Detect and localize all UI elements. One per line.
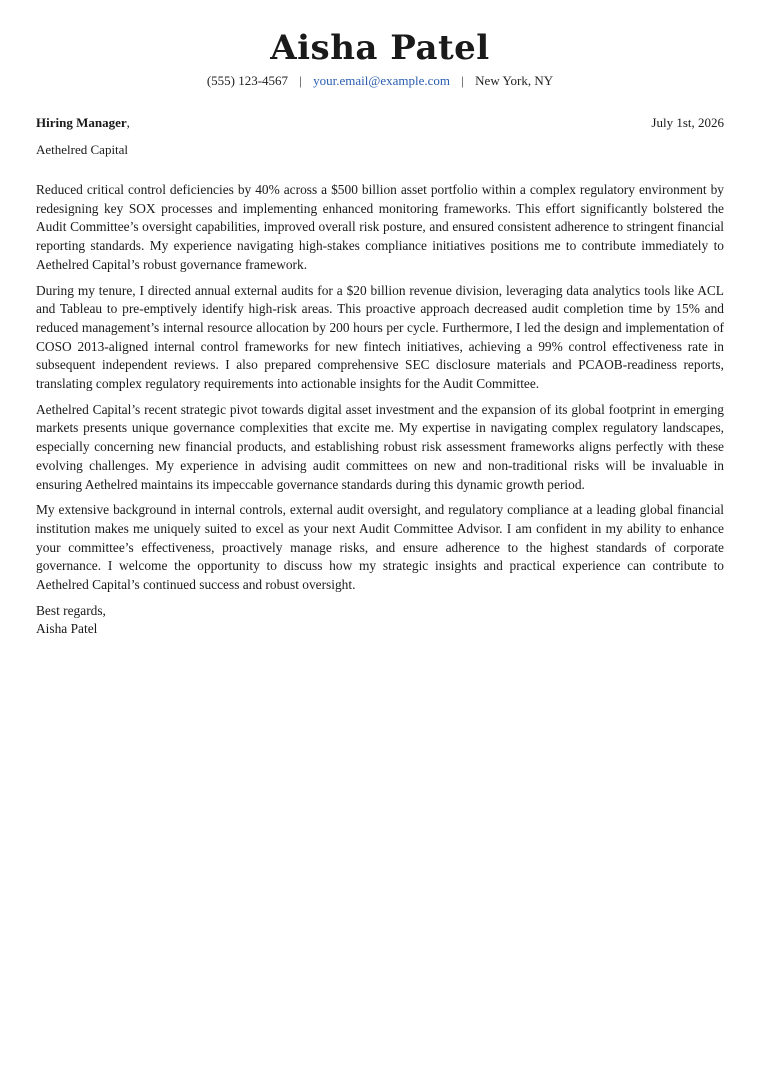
body-paragraph: My extensive background in internal controls, external audit oversight, and regulatory compliance at a leading global financial institution makes me uniquely suited to excel as your next Audit Committee Advisor. I am confident in my ability to enhance your committee’s effectiveness, proactively manage risks, and ensure adherence to the highest standards of corporate governance. I welcome the opportunity to discuss how my strategic insights and practical experience can contribute to Aethelred Capital’s continued success and robust oversight. [36,502,724,593]
body-paragraph: Aethelred Capital’s recent strategic pivot towards digital asset investment and the expansion of its global footprint in emerging markets presents unique governance complexities that excite me. My expertise in navigating complex regulatory landscapes, especially concerning new financial products, and establishing robust risk assessment frameworks aligns perfectly with these evolving challenges. My experience in advising audit committees on new and non-traditional risks will be invaluable in ensuring Aethelred maintains its impeccable governance standards during this dynamic growth period. [36,401,724,492]
recipient-title: Hiring Manager [36,115,127,130]
phone-number: (555) 123-4567 [206,73,289,88]
body-paragraph: During my tenure, I directed annual external audits for a $20 billion revenue division, leveraging data analytics tools like ACL and Tableau to pre-emptively identify high-risk areas. This proactive approach decreased audit completion time by 15% and reduced management’s internal resource allocation by 200 hours per cycle. Furthermore, I led the design and implementation of COSO 2013-aligned internal control frameworks for new fintech initiatives, achieving a 99% control effectiveness rate in subsequent independent reviews. I also prepared comprehensive SEC disclosure materials and PCAOB-readiness reports, translating complex regulatory requirements into actionable insights for the Audit Committee. [36,282,724,392]
applicant-name: Aisha Patel [270,28,490,68]
recipient-company: Aethelred Capital [36,142,129,157]
recipient-greeting [36,114,130,132]
location: New York, NY [475,73,554,88]
letter-date: July 1st, 2026 [651,115,724,130]
contact-line [36,72,724,90]
contact-separator: | [299,73,302,88]
signature-name: Aisha Patel [36,621,98,637]
contact-separator: | [461,73,464,88]
email-link[interactable]: your.email@example.com [313,73,451,88]
recipient-date-row [36,114,724,132]
body-paragraph: Reduced critical control deficiencies by 40% across a $500 billion asset portfolio within a complex regulatory environment by redesigning key SOX processes and implementing enhanced monitoring frameworks. This effort significantly bolstered the Audit Committee’s oversight capabilities, improved overall risk posture, and ensured consistent adherence to stringent financial reporting standards. My experience navigating high-stakes compliance initiatives positions me to contribute immediately to Aethelred Capital’s robust governance framework. [36,182,724,272]
letter-body [36,181,724,595]
recipient-title-comma: , [126,115,130,130]
letter-closing [36,602,724,639]
closing-salutation: Best regards, [36,602,106,618]
